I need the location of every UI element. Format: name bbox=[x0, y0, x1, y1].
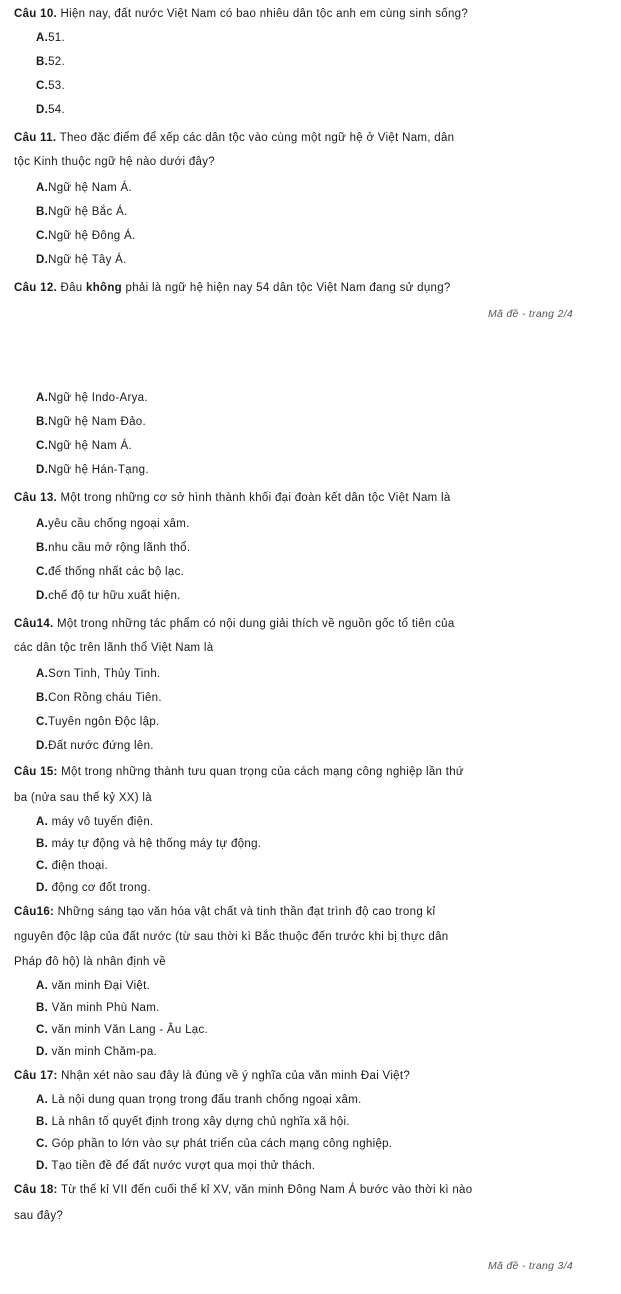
option-a: A.51. bbox=[36, 32, 65, 44]
option-a: A. Là nội dung quan trọng trong đấu tranh chống ngoại xâm. bbox=[36, 1094, 362, 1106]
option-c: C.Tuyên ngôn Độc lập. bbox=[36, 716, 160, 728]
question-10: Câu 10. Hiện nay, đất nước Việt Nam có bao nhiêu dân tộc anh em cùng sinh sống? bbox=[14, 8, 469, 20]
question-13: Câu 13. Một trong những cơ sở hình thành khối đại đoàn kết dân tộc Việt Nam là bbox=[14, 492, 451, 504]
option-a: A. văn minh Đại Việt. bbox=[36, 980, 151, 992]
page-footer-3: Mã đề - trang 3/4 bbox=[487, 1260, 573, 1272]
page-footer-2: Mã đề - trang 2/4 bbox=[487, 308, 573, 320]
option-b: B. máy tự động và hệ thống máy tự động. bbox=[36, 838, 262, 850]
question-17: Câu 17: Nhận xét nào sau đây là đúng về ý nghĩa của văn minh Đai Việt? bbox=[14, 1070, 411, 1082]
option-b: B.nhu cầu mở rộng lãnh thổ. bbox=[36, 542, 191, 554]
option-d: D.Ngữ hệ Hán-Tạng. bbox=[36, 464, 149, 476]
option-b: B. Là nhân tố quyết định trong xây dựng chủ nghĩa xã hội. bbox=[36, 1116, 350, 1128]
option-d: D. Tạo tiền đề để đất nước vượt qua mọi thử thách. bbox=[36, 1160, 316, 1172]
option-b: B.Ngữ hệ Bắc Á. bbox=[36, 206, 128, 218]
option-c: C.Ngữ hệ Nam Á. bbox=[36, 440, 132, 452]
option-b: B.Con Rồng cháu Tiên. bbox=[36, 692, 162, 704]
option-d: D.Đất nước đứng lên. bbox=[36, 740, 154, 752]
option-b: B. Văn minh Phù Nam. bbox=[36, 1002, 160, 1014]
option-a: A.Ngữ hệ Nam Á. bbox=[36, 182, 132, 194]
option-d: D. văn minh Chăm-pa. bbox=[36, 1046, 158, 1058]
option-b: B.52. bbox=[36, 56, 65, 68]
option-c: C.để thống nhất các bộ lạc. bbox=[36, 566, 185, 578]
option-a: A.Ngữ hệ Indo-Arya. bbox=[36, 392, 148, 404]
question-11: Câu 11. Theo đặc điểm để xếp các dân tộc vào cùng một ngữ hệ ở Việt Nam, dân bbox=[14, 132, 455, 144]
option-c: C.53. bbox=[36, 80, 65, 92]
option-c: C. Góp phần to lớn vào sự phát triển của cách mạng công nghiệp. bbox=[36, 1138, 393, 1150]
option-d: D. động cơ đốt trong. bbox=[36, 882, 151, 894]
option-a: A. máy vô tuyến điện. bbox=[36, 816, 154, 828]
question-16-cont: nguyên độc lập của đất nước (từ sau thời kì Bắc thuộc đến trước khi bị thực dân bbox=[14, 931, 449, 943]
question-15-cont: ba (nửa sau thế kỷ XX) là bbox=[14, 792, 152, 804]
option-a: A.Sơn Tinh, Thủy Tinh. bbox=[36, 668, 161, 680]
question-12: Câu 12. Đâu không phải là ngữ hệ hiện nay 54 dân tộc Việt Nam đang sử dụng? bbox=[14, 282, 451, 294]
question-14-cont: các dân tộc trên lãnh thổ Việt Nam là bbox=[14, 642, 214, 654]
question-11-cont: tộc Kinh thuộc ngữ hệ nào dưới đây? bbox=[14, 156, 215, 168]
option-a: A.yêu cầu chống ngoại xâm. bbox=[36, 518, 190, 530]
option-b: B.Ngữ hệ Nam Đảo. bbox=[36, 416, 146, 428]
option-c: C.Ngữ hệ Đông Á. bbox=[36, 230, 136, 242]
option-c: C. điện thoại. bbox=[36, 860, 108, 872]
question-15: Câu 15: Một trong những thành tưu quan trọng của cách mạng công nghiệp lần thứ bbox=[14, 766, 464, 778]
option-d: D.chế độ tư hữu xuất hiện. bbox=[36, 590, 181, 602]
option-d: D.Ngữ hệ Tây Á. bbox=[36, 254, 127, 266]
option-d: D.54. bbox=[36, 104, 65, 116]
question-18-cont: sau đây? bbox=[14, 1210, 64, 1222]
question-16: Câu16: Những sáng tạo văn hóa vật chất và tinh thần đạt trình độ cao trong kỉ bbox=[14, 906, 436, 918]
question-14: Câu14. Một trong những tác phẩm có nội dung giải thích về nguồn gốc tổ tiên của bbox=[14, 618, 455, 630]
question-18: Câu 18: Từ thế kỉ VII đến cuối thế kỉ XV, văn minh Đông Nam Á bước vào thời kì nào bbox=[14, 1184, 473, 1196]
question-16-cont2: Pháp đô hộ) là nhân định về bbox=[14, 956, 166, 968]
option-c: C. văn minh Văn Lang - Âu Lạc. bbox=[36, 1024, 209, 1036]
